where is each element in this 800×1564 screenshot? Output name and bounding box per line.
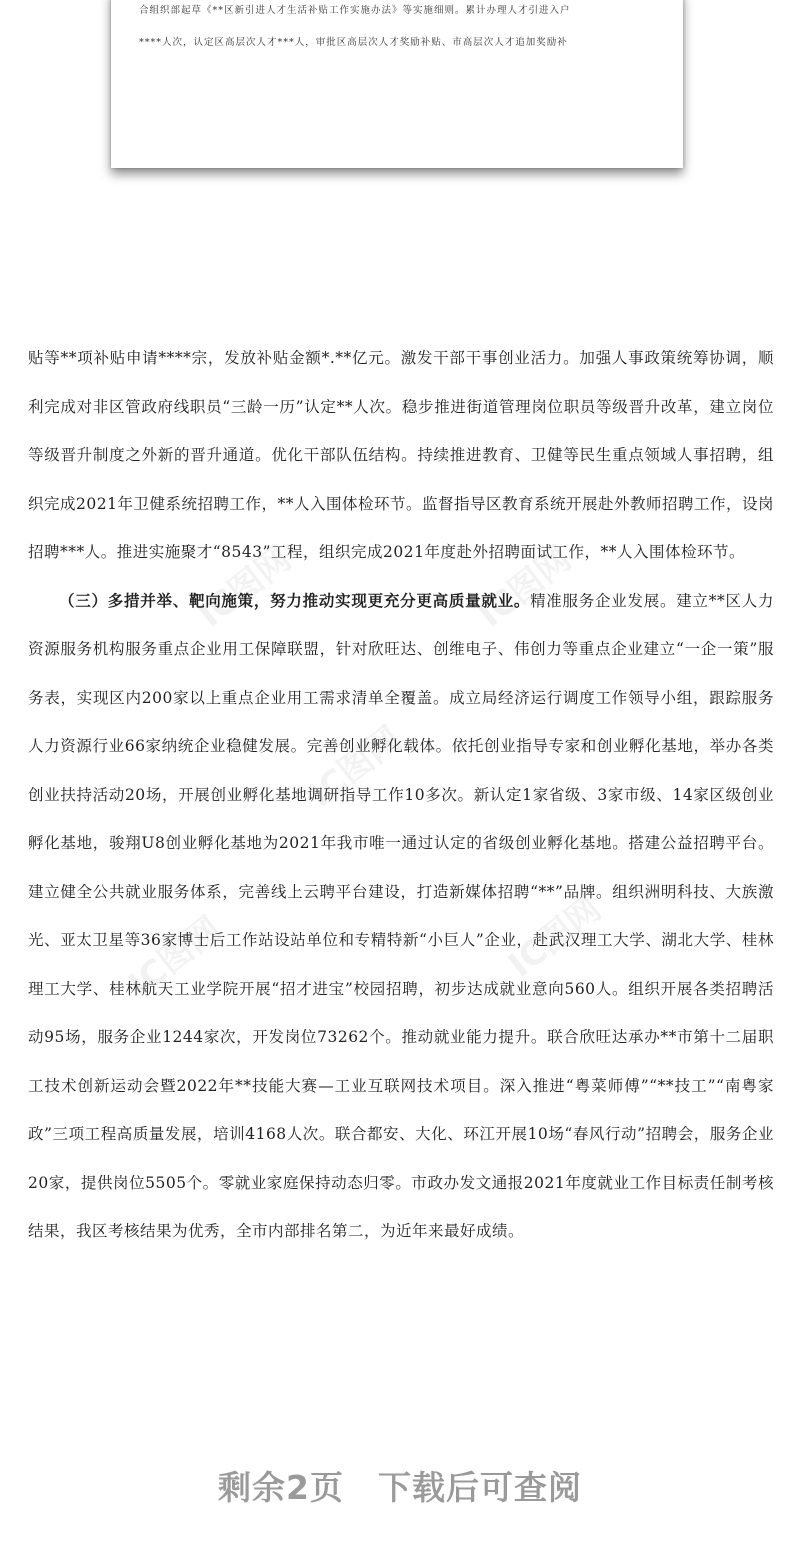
section-heading: （三）多措并举、靶向施策，努力推动实现更充分更高质量就业。 <box>59 590 531 610</box>
watermark: IC图网 <box>191 538 299 636</box>
paragraph-employment <box>28 577 774 1256</box>
watermark: IC图网 <box>471 538 579 636</box>
paragraph-continued: 贴等**项补贴申请****宗，发放补贴金额*.**亿元。激发干部干事创业活力。加强人事政策统筹协调，顺利完成对非区管政府线职员“三龄一历”认定**人次。稳步推进街道管理岗位职员等级晋升改革，建立岗位等级晋升制度之外新的晋升通道。优化干部队伍结构。持续推进教育、卫健等民生重点领域人事招聘，组织完成2021年卫健系统招聘工作，**人入围体检环节。监督指导区教育系统开展赴外教师招聘工作，设岗招聘***人。推进实施聚才“8543”工程，组织完成2021年度赴外招聘面试工作，**人入围体检环节。 <box>28 349 774 561</box>
document-body <box>28 334 774 1256</box>
previous-page-preview <box>111 0 683 168</box>
watermark: IC图网 <box>121 908 229 1006</box>
preview-line-2: ****人次，认定区高层次人才***人，审批区高层次人才奖励补贴、市高层次人才追加奖励补 <box>139 37 568 48</box>
preview-line-1: 合组织部起草《**区新引进人才生活补贴工作实施办法》等实施细则。累计办理人才引进入户 <box>139 5 571 16</box>
download-prompt[interactable]: 剩余2页 下载后可查阅 <box>218 1468 582 1507</box>
watermark: IC图网 <box>501 888 609 986</box>
watermark: IC图网 <box>301 718 409 816</box>
section-text: 精准服务企业发展。建立**区人力资源服务机构服务重点企业用工保障联盟，针对欣旺达、创维电子、伟创力等重点企业建立“一企一策”服务表，实现区内200家以上重点企业用工需求清单全覆盖。成立局经济运行调度工作领导小组，跟踪服务人力资源行业66家纳统企业稳健发展。完善创业孵化载体。依托创业指导专家和创业孵化基地，举办各类创业扶持活动20场，开展创业孵化基地调研指导工作10多次。新认定1家省级、3家市级、14家区级创业孵化基地，骏翔U8创业孵化基地为2021年我市唯一通过认定的省级创业孵化基地。搭建公益招聘平台。建立健全公共就业服务体系，完善线上云聘平台建设，打造新媒体招聘“**”品牌。组织洲明科技、大族激光、亚太卫星等36家博士后工作站设站单位和专精特新“小巨人”企业，赴武汉理工大学、湖北大学、桂林理工大学、桂林航天工业学院开展“招才进宝”校园招聘，初步达成就业意向560人。组织开展各类招聘活动95场，服务企业1244家次，开发岗位73262个。推动就业能力提升。联合欣旺达承办**市第十二届职工技术创新运动会暨2022年**技能大赛—工业互联网技术项目。深入推进“粤菜师傅”“**技工”“南粤家政”三项工程高质量发展，培训4168人次。联合都安、大化、环江开展10场“春风行动”招聘会，服务企业20家，提供岗位5505个。零就业家庭保持动态归零。市政办发文通报2021年度就业工作目标责任制考核结果，我区考核结果为优秀，全市内部排名第二，为近年来最好成绩。 <box>28 591 774 1240</box>
